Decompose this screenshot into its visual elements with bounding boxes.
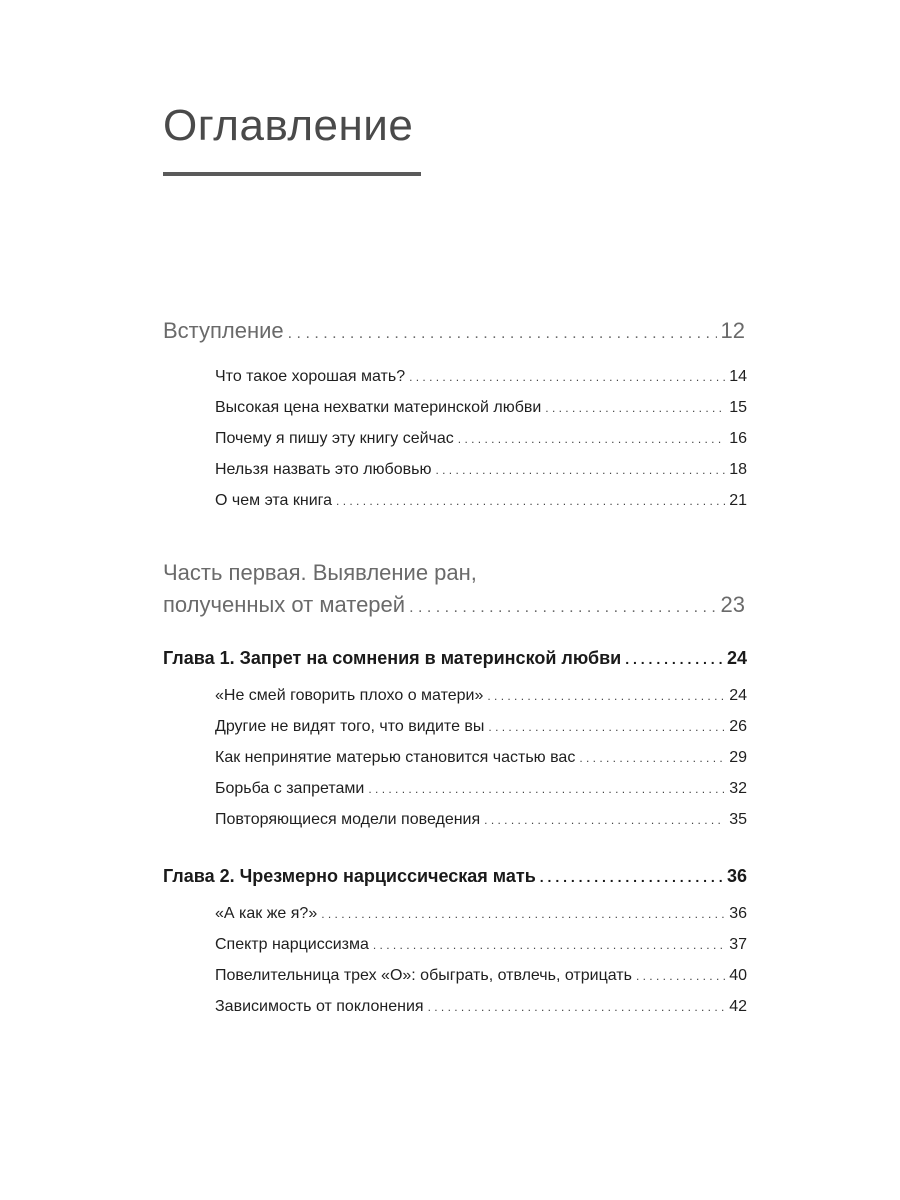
toc-subentry[interactable]	[215, 718, 747, 736]
toc-entry-part1[interactable]	[163, 592, 745, 618]
toc-entry-intro[interactable]	[163, 318, 745, 344]
toc-page-number: 12	[720, 318, 745, 343]
toc-subentry-label: Почему я пишу эту книгу сейчас	[215, 430, 454, 447]
toc-subentry[interactable]	[215, 998, 747, 1016]
toc-entry-chapter2[interactable]	[163, 866, 747, 887]
toc-page-number: 36	[726, 866, 747, 886]
dot-leader	[336, 494, 725, 508]
toc-page-number: 16	[729, 430, 747, 447]
toc-subentry-label: «Не смей говорить плохо о матери»	[215, 687, 484, 704]
toc-page-number: 14	[729, 368, 747, 385]
toc-subentry-label: Как непринятие матерью становится частью вас	[215, 749, 576, 766]
toc-subentry[interactable]	[215, 811, 747, 829]
dot-leader	[373, 938, 725, 952]
page-title: Оглавление	[163, 101, 414, 150]
dot-leader	[368, 782, 725, 796]
dot-leader	[540, 869, 723, 885]
toc-page-number: 40	[729, 967, 747, 984]
toc-subentry-label: Повторяющиеся модели поведения	[215, 811, 481, 828]
toc-page-number: 21	[729, 492, 747, 509]
toc-subentry[interactable]	[215, 967, 747, 985]
toc-page-number: 18	[729, 461, 747, 478]
dot-leader	[428, 1000, 726, 1014]
toc-subentry-label: «А как же я?»	[215, 905, 318, 922]
toc-page-number: 32	[729, 780, 747, 797]
toc-subentry-label: Повелительница трех «О»: обыграть, отвлечь, отрицать	[215, 967, 632, 984]
toc-chapter-label: Глава 2. Чрезмерно нарциссическая мать	[163, 866, 536, 886]
toc-subentry[interactable]	[215, 368, 747, 386]
toc-subentry[interactable]	[215, 430, 747, 448]
toc-subentry-label: Другие не видят того, что видите вы	[215, 718, 485, 735]
dot-leader	[409, 599, 716, 617]
toc-page-number: 42	[729, 998, 747, 1015]
toc-page-number: 35	[729, 811, 747, 828]
toc-page-number: 24	[726, 648, 747, 668]
toc-page-number: 37	[729, 936, 747, 953]
toc-subentry[interactable]	[215, 399, 747, 417]
dot-leader	[435, 463, 725, 477]
dot-leader	[625, 651, 723, 667]
toc-subentry-label: Спектр нарциссизма	[215, 936, 369, 953]
toc-page-number: 23	[720, 592, 745, 617]
toc-subentry-label: Нельзя назвать это любовью	[215, 461, 432, 478]
dot-leader	[487, 689, 725, 703]
toc-subentry-label: Зависимость от поклонения	[215, 998, 424, 1015]
toc-subentry[interactable]	[215, 905, 747, 923]
toc-subentry-label: Борьба с запретами	[215, 780, 365, 797]
dot-leader	[484, 813, 725, 827]
toc-page-number: 36	[729, 905, 747, 922]
dot-leader	[636, 969, 725, 983]
title-underline	[163, 172, 421, 176]
toc-subentry[interactable]	[215, 936, 747, 954]
dot-leader	[321, 907, 725, 921]
toc-subentry[interactable]	[215, 461, 747, 479]
dot-leader	[288, 325, 717, 343]
toc-subentry[interactable]	[215, 780, 747, 798]
dot-leader	[458, 432, 725, 446]
toc-subentry[interactable]	[215, 749, 747, 767]
toc-entry-label: Вступление	[163, 318, 284, 343]
toc-entry-chapter1[interactable]	[163, 648, 747, 669]
dot-leader	[545, 401, 725, 415]
toc-subentry[interactable]	[215, 687, 747, 705]
toc-page-number: 26	[729, 718, 747, 735]
dot-leader	[409, 370, 725, 384]
toc-page-number: 29	[729, 749, 747, 766]
toc-subentry-label: Что такое хорошая мать?	[215, 368, 406, 385]
toc-page-number: 15	[729, 399, 747, 416]
toc-entry-label: полученных от матерей	[163, 592, 406, 617]
toc-part-heading-line1[interactable]: Часть первая. Выявление ран,	[163, 560, 477, 585]
toc-page-number: 24	[729, 687, 747, 704]
dot-leader	[579, 751, 725, 765]
toc-chapter-label: Глава 1. Запрет на сомнения в материнской любви	[163, 648, 622, 668]
dot-leader	[488, 720, 725, 734]
toc-subentry-label: Высокая цена нехватки материнской любви	[215, 399, 542, 416]
toc-subentry[interactable]	[215, 492, 747, 510]
toc-subentry-label: О чем эта книга	[215, 492, 333, 509]
